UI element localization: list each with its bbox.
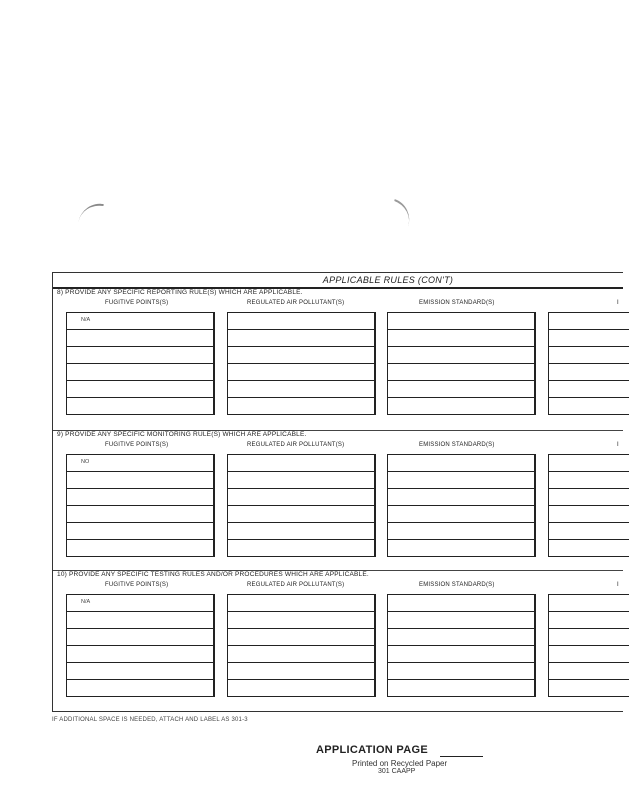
pollutant-column — [227, 594, 376, 697]
entry-field[interactable] — [228, 364, 374, 381]
entry-field[interactable] — [67, 540, 213, 556]
entry-field[interactable] — [67, 381, 213, 398]
entry-field[interactable] — [67, 472, 213, 489]
entry-field[interactable] — [67, 489, 213, 506]
entry-field[interactable] — [67, 663, 213, 680]
header-emission-standard: EMISSION STANDARD(S) — [419, 442, 495, 448]
binder-hole-mark-left — [78, 200, 104, 227]
entry-field[interactable] — [549, 506, 629, 523]
emission-standard-column — [387, 312, 536, 415]
entry-field[interactable] — [228, 680, 374, 696]
entry-field[interactable] — [228, 595, 374, 612]
header-fugitive-points: FUGITIVE POINTS(S) — [105, 300, 169, 306]
header-regulated-air-pollutant: REGULATED AIR POLLUTANT(S) — [247, 582, 345, 588]
emission-standard-column — [387, 594, 536, 697]
entry-field[interactable] — [388, 540, 534, 556]
entry-field[interactable] — [67, 523, 213, 540]
section-monitoring-rules — [53, 430, 623, 571]
entry-field[interactable] — [549, 629, 629, 646]
entry-field[interactable] — [388, 398, 534, 414]
entry-field[interactable] — [228, 330, 374, 347]
entry-field[interactable] — [228, 398, 374, 414]
pollutant-column — [227, 454, 376, 557]
applicable-rules-form — [52, 272, 623, 712]
entry-field[interactable] — [67, 398, 213, 414]
emission-standard-column — [387, 454, 536, 557]
entry-field[interactable] — [228, 663, 374, 680]
header-cutoff-column: I — [617, 300, 619, 306]
entry-value: N/A — [81, 317, 91, 323]
entry-field[interactable] — [549, 489, 629, 506]
entry-field[interactable] — [388, 663, 534, 680]
entry-field[interactable] — [549, 523, 629, 540]
header-cutoff-column: I — [617, 582, 619, 588]
section-question: 9) PROVIDE ANY SPECIFIC MONITORING RULE(S) WHICH ARE APPLICABLE. — [57, 431, 307, 438]
entry-field[interactable] — [228, 612, 374, 629]
entry-field[interactable] — [67, 595, 213, 612]
entry-field[interactable] — [388, 489, 534, 506]
entry-field[interactable] — [388, 330, 534, 347]
additional-space-note: IF ADDITIONAL SPACE IS NEEDED, ATTACH AND LABEL AS 301-3 — [52, 717, 248, 723]
entry-field[interactable] — [67, 680, 213, 696]
entry-field[interactable] — [67, 347, 213, 364]
entry-field[interactable] — [67, 646, 213, 663]
entry-field[interactable] — [549, 472, 629, 489]
section-reporting-rules — [53, 288, 623, 431]
entry-field[interactable] — [228, 455, 374, 472]
entry-field[interactable] — [67, 506, 213, 523]
application-page-label: APPLICATION PAGE — [316, 744, 428, 756]
entry-field[interactable] — [228, 629, 374, 646]
entry-field[interactable] — [549, 680, 629, 696]
entry-field[interactable] — [228, 646, 374, 663]
entry-field[interactable] — [388, 347, 534, 364]
cutoff-column — [548, 312, 629, 415]
entry-field[interactable] — [228, 313, 374, 330]
form-title: APPLICABLE RULES (CON'T) — [322, 275, 454, 285]
entry-field[interactable] — [67, 364, 213, 381]
entry-field[interactable] — [549, 663, 629, 680]
entry-field[interactable] — [388, 595, 534, 612]
recycled-paper-note: Printed on Recycled Paper — [352, 759, 448, 768]
entry-field[interactable] — [388, 364, 534, 381]
entry-field[interactable] — [388, 646, 534, 663]
entry-value: NO — [81, 459, 90, 465]
entry-field[interactable] — [228, 523, 374, 540]
entry-field[interactable] — [228, 347, 374, 364]
entry-field[interactable] — [388, 523, 534, 540]
entry-field[interactable] — [549, 347, 629, 364]
fugitive-points-column — [66, 454, 215, 557]
entry-field[interactable] — [228, 381, 374, 398]
entry-field[interactable] — [388, 506, 534, 523]
header-fugitive-points: FUGITIVE POINTS(S) — [105, 582, 169, 588]
header-emission-standard: EMISSION STANDARD(S) — [419, 582, 495, 588]
entry-field[interactable] — [67, 330, 213, 347]
section-question: 10) PROVIDE ANY SPECIFIC TESTING RULES AND/OR PROCEDURES WHICH ARE APPLICABLE. — [57, 571, 369, 578]
fugitive-points-column — [66, 594, 215, 697]
entry-field[interactable] — [549, 364, 629, 381]
entry-field[interactable] — [549, 455, 629, 472]
entry-field[interactable] — [388, 313, 534, 330]
header-fugitive-points: FUGITIVE POINTS(S) — [105, 442, 169, 448]
fugitive-points-column — [66, 312, 215, 415]
entry-value: N/A — [81, 599, 91, 605]
entry-field[interactable] — [67, 612, 213, 629]
header-regulated-air-pollutant: REGULATED AIR POLLUTANT(S) — [247, 300, 345, 306]
entry-field[interactable] — [388, 472, 534, 489]
entry-field[interactable] — [228, 472, 374, 489]
entry-field[interactable] — [549, 595, 629, 612]
entry-field[interactable] — [67, 313, 213, 330]
header-emission-standard: EMISSION STANDARD(S) — [419, 300, 495, 306]
cutoff-column — [548, 594, 629, 697]
entry-field[interactable] — [228, 540, 374, 556]
page-number-field[interactable] — [440, 756, 483, 757]
entry-field[interactable] — [388, 381, 534, 398]
entry-field[interactable] — [549, 330, 629, 347]
entry-field[interactable] — [388, 680, 534, 696]
section-question: 8) PROVIDE ANY SPECIFIC REPORTING RULE(S) WHICH ARE APPLICABLE. — [57, 289, 303, 296]
entry-field[interactable] — [549, 381, 629, 398]
entry-field[interactable] — [388, 455, 534, 472]
entry-field[interactable] — [549, 398, 629, 414]
pollutant-column — [227, 312, 376, 415]
header-cutoff-column: I — [617, 442, 619, 448]
entry-field[interactable] — [388, 629, 534, 646]
entry-field[interactable] — [228, 506, 374, 523]
entry-field[interactable] — [388, 612, 534, 629]
form-code: 301 CAAPP — [378, 768, 416, 775]
cutoff-column — [548, 454, 629, 557]
entry-field[interactable] — [67, 629, 213, 646]
entry-field[interactable] — [228, 489, 374, 506]
binder-hole-mark-right — [387, 199, 416, 229]
section-testing-rules — [53, 570, 623, 711]
entry-field[interactable] — [549, 540, 629, 556]
entry-field[interactable] — [549, 313, 629, 330]
header-regulated-air-pollutant: REGULATED AIR POLLUTANT(S) — [247, 442, 345, 448]
entry-field[interactable] — [549, 646, 629, 663]
entry-field[interactable] — [549, 612, 629, 629]
entry-field[interactable] — [67, 455, 213, 472]
